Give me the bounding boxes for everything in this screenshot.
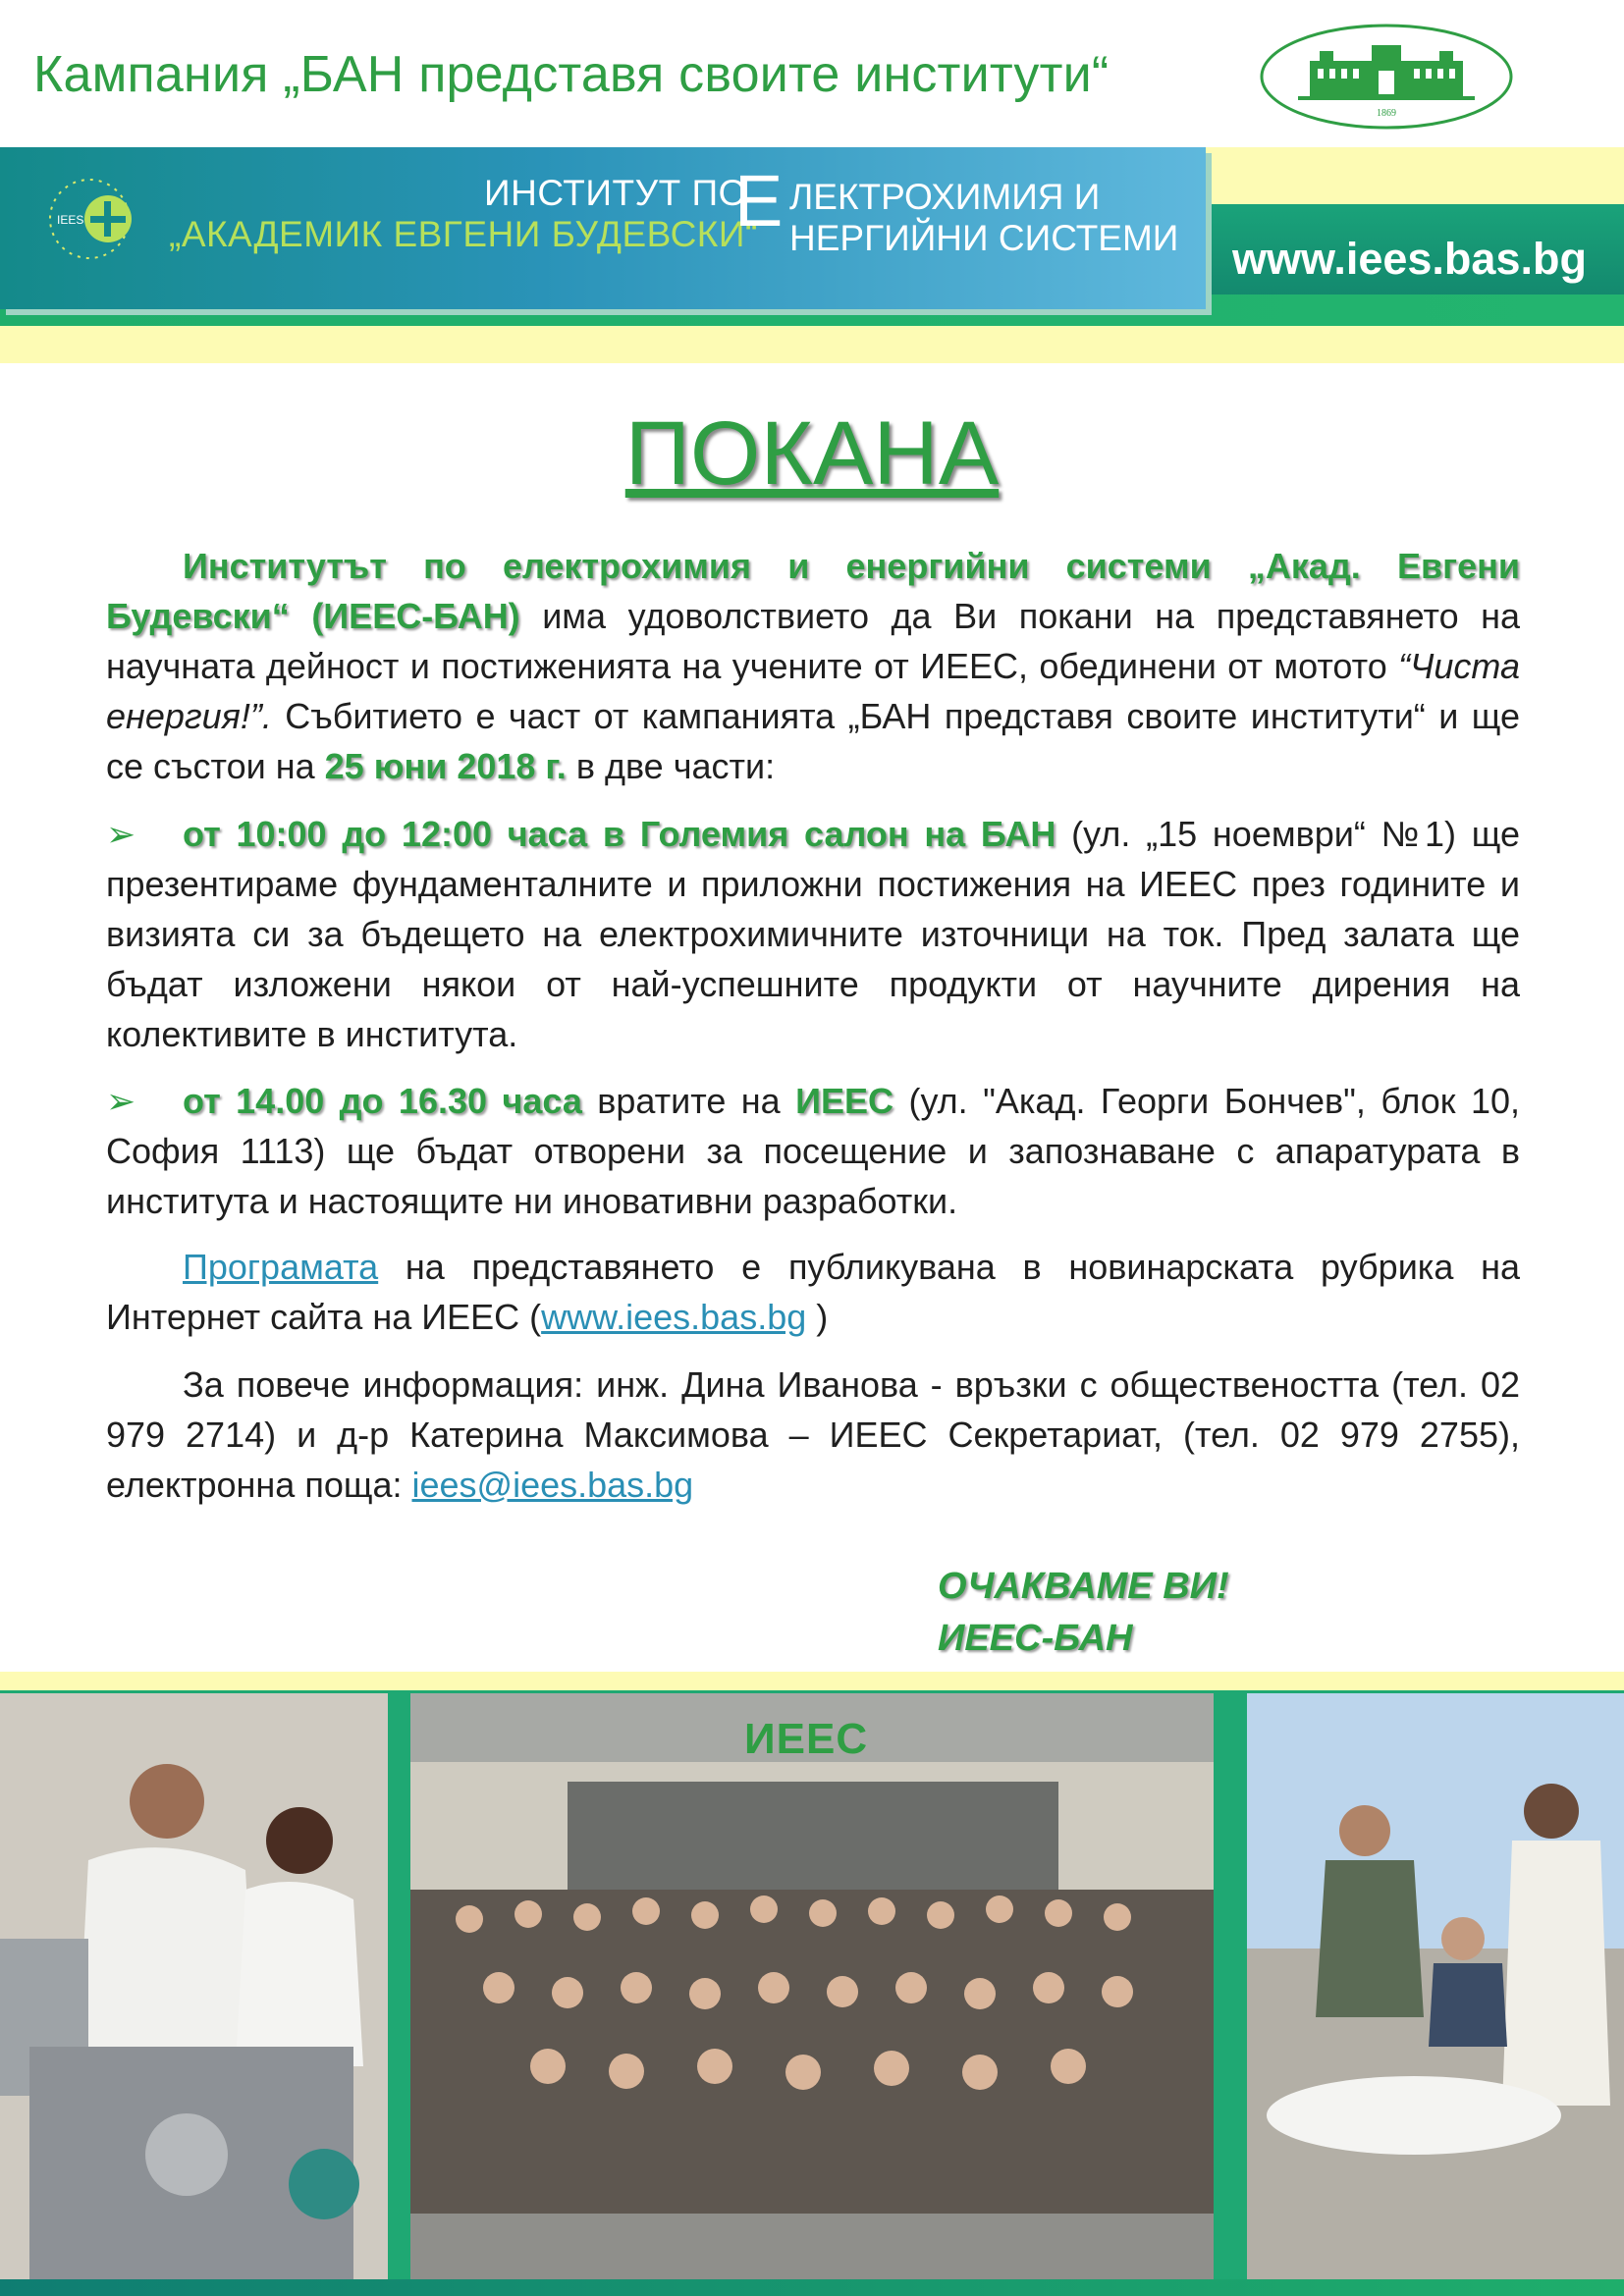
campaign-title: Кампания „БАН представя своите институти“ [33, 46, 1110, 103]
arrow-bullet-icon: ➢ [106, 814, 136, 854]
intro-text-b: Събитието е част от кампанията „БАН представя своите институти“ и ще се състои на [106, 696, 1520, 786]
part1-paragraph [106, 809, 1520, 1059]
photo-lab-researchers-drawing [0, 1693, 388, 2279]
photo-building-sign: ИЕЕС [744, 1715, 869, 1763]
institute-banner [0, 147, 1206, 309]
program-paragraph [106, 1242, 1520, 1342]
institute-name-bottom: „АКАДЕМИК ЕВГЕНИ БУДЕВСКИ“ [169, 214, 758, 254]
part2-iees: ИЕЕС [795, 1081, 894, 1121]
intro-text-c: в две части: [566, 746, 776, 786]
email-link[interactable]: iees@iees.bas.bg [411, 1465, 694, 1505]
institute-name-top: ИНСТИТУТ ПО [484, 173, 747, 213]
website-link[interactable]: www.iees.bas.bg [1232, 234, 1587, 284]
institute-emblem-icon [47, 177, 132, 261]
contacts-text: За повече информация: инж. Дина Иванова - връзки с обществеността (тел. 02 979 2714) и д-р Катерина Максимова – ИЕЕС Секретариат, (тел. 02 979 2755), електронна поща: [106, 1364, 1520, 1505]
bas-building-logo [1259, 22, 1514, 132]
motto: “Чиста енергия!”. [106, 646, 1520, 736]
institute-line-energy-systems: НЕРГИЙНИ СИСТЕМИ [789, 218, 1179, 258]
event-date: 25 юни 2018 г. [324, 746, 567, 786]
photo-outdoor-demo [1247, 1693, 1624, 2279]
institute-full-name: Институтът по електрохимия и енергийни системи „Акад. Евгени Будевски“ (ИЕЕС-БАН) [106, 546, 1520, 636]
part1-text: (ул. „15 ноември“ №1) ще презентираме фундаменталните и приложни постижения на ИЕЕС през годините и визията си за бъдещето на електрохимичните източници на ток. Пред залата ще бъдат изложени някои от най-успешните продукти от научните дирения на колективите в института. [106, 814, 1520, 1054]
header-yellow-band-bottom [0, 326, 1624, 363]
part1-time: от 10:00 до 12:00 часа в Големия салон на БАН [183, 814, 1056, 854]
contacts-paragraph [106, 1360, 1520, 1510]
program-link[interactable]: Програмата [183, 1247, 379, 1287]
photo-institute-group-drawing [410, 1693, 1214, 2279]
institute-line-electrochemistry: ЛЕКТРОХИМИЯ И [789, 177, 1101, 217]
bas-logo-year: 1869 [1377, 108, 1396, 119]
part2-paragraph [106, 1076, 1520, 1226]
invitation-heading: ПОКАНА [624, 403, 1000, 504]
program-text-a: на представянето е публикувана в новинарската рубрика на Интернет сайта на ИЕЕС ( [106, 1247, 1520, 1337]
part2-text-a: вратите на [581, 1081, 796, 1121]
site-link[interactable]: www.iees.bas.bg [541, 1297, 807, 1337]
part2-time: от 14.00 до 16.30 часа [183, 1081, 582, 1121]
photo-institute-group [410, 1693, 1214, 2279]
closing-line-1: ОЧАКВАМЕ ВИ! [938, 1566, 1229, 1607]
photo-outdoor-demo-drawing [1247, 1693, 1624, 2279]
program-text-b: ) [806, 1297, 829, 1337]
part2-text-b: (ул. "Акад. Георги Бончев", блок 10, София 1113) ще бъдат отворени за посещение и запознаване с апаратурата в института и настоящите ни иновативни разработки. [106, 1081, 1520, 1221]
emblem-label: IEES [57, 213, 84, 227]
footer-band [0, 2279, 1624, 2296]
intro-paragraph [106, 541, 1520, 791]
arrow-bullet-icon: ➢ [106, 1081, 136, 1121]
institute-big-letter: Е [734, 160, 784, 241]
closing-line-2: ИЕЕС-БАН [938, 1618, 1133, 1659]
photo-lab-researchers [0, 1693, 388, 2279]
intro-text-a: има удоволствието да Ви покани на представянето на научната дейност и постиженията на учените от ИЕЕС, обединени от мотото [106, 596, 1521, 686]
